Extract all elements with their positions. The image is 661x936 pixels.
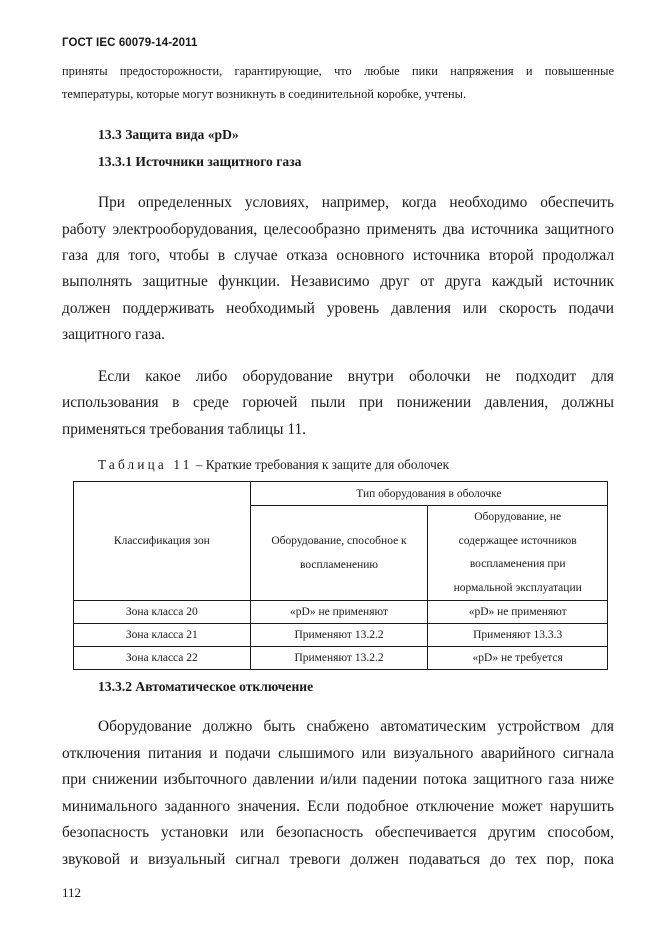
para-3-line: безопасность установки или безопасность обеспечивается другим способом, bbox=[62, 824, 614, 841]
zone-cell: Зона класса 20 bbox=[74, 601, 251, 624]
para-1-line: должен поддерживать необходимый уровень давления или скорость подачи bbox=[62, 300, 614, 317]
col-zone-header: Классификация зон bbox=[74, 482, 251, 601]
section-title: 13.3 Защита вида «pD» bbox=[98, 127, 239, 142]
para-3-line: при снижении избыточного давлении и/или падении потока защитного газа ниже bbox=[62, 771, 614, 788]
col-igniting-header: Оборудование, способное к воспламенению bbox=[250, 506, 428, 601]
para-3-line: Оборудование должно быть снабжено автоматическим устройством для bbox=[98, 718, 614, 735]
nonigniting-cell: Применяют 13.3.3 bbox=[428, 624, 608, 647]
subsection-1-title: 13.3.1 Источники защитного газа bbox=[98, 154, 302, 169]
table-caption bbox=[98, 457, 449, 473]
col-nonigniting-header bbox=[428, 506, 608, 601]
col-nonigniting-header-line: содержащее источников bbox=[458, 534, 577, 547]
para-2-line: Если какое либо оборудование внутри оболочки не подходит для bbox=[98, 368, 614, 385]
nonigniting-cell: «pD» не требуется bbox=[428, 647, 608, 670]
page-number: 112 bbox=[62, 885, 82, 900]
zone-cell: Зона класса 21 bbox=[74, 624, 251, 647]
col-nonigniting-header-line: воспламенения при bbox=[469, 558, 566, 570]
col-nonigniting-header-line: нормальной эксплуатации bbox=[453, 581, 582, 594]
zone-cell: Зона класса 22 bbox=[74, 647, 251, 670]
igniting-cell: Применяют 13.2.2 bbox=[250, 647, 428, 670]
igniting-cell: «pD» не применяют bbox=[250, 601, 428, 624]
table-header-row bbox=[74, 482, 608, 506]
col-nonigniting-header-line: Оборудование, не bbox=[474, 511, 562, 523]
table-caption-label: Таблица 11 bbox=[98, 457, 193, 472]
para-2-line: применяться требования таблицы 11. bbox=[62, 421, 307, 438]
intro-line-1: приняты предосторожности, гарантирующие, что любые пики напряжения и повышенные bbox=[62, 64, 614, 78]
table-caption-text: – Краткие требования к защите для оболочек bbox=[192, 457, 450, 472]
group-header: Тип оборудования в оболочке bbox=[250, 482, 607, 506]
subsection-2-title: 13.3.2 Автоматическое отключение bbox=[98, 679, 314, 694]
para-1-line: При определенных условиях, например, когда необходимо обеспечить bbox=[98, 194, 614, 211]
para-1-line: защитного газа. bbox=[62, 326, 166, 343]
table-row bbox=[74, 601, 608, 624]
igniting-cell: Применяют 13.2.2 bbox=[250, 624, 428, 647]
para-2-line: использования в среде горючей пыли при понижении давления, должны bbox=[62, 394, 614, 411]
requirements-table bbox=[73, 481, 608, 670]
table-row bbox=[74, 624, 608, 647]
para-1-line: газа для того, чтобы в случае отказа основного источника второй продолжал bbox=[62, 247, 614, 264]
para-3-line: отключения питания и подачи слышимого или визуального аварийного сигнала bbox=[62, 745, 614, 762]
para-3-line: звуковой и визуальный сигнал тревоги должен подаваться до тех пор, пока bbox=[62, 851, 614, 868]
para-1-line: выполнять защитные функции. Независимо друг от друга каждый источник bbox=[62, 273, 614, 290]
document-header: ГОСТ IEC 60079-14-2011 bbox=[62, 37, 198, 49]
intro-line-2: температуры, которые могут возникнуть в соединительной коробке, учтены. bbox=[62, 87, 467, 101]
table-row bbox=[74, 647, 608, 670]
para-3-line: минимального заданного значения. Если подобное отключение может нарушить bbox=[62, 798, 614, 815]
para-1-line: работу электрооборудования, целесообразно применять два источника защитного bbox=[62, 221, 614, 238]
nonigniting-cell: «pD» не применяют bbox=[428, 601, 608, 624]
